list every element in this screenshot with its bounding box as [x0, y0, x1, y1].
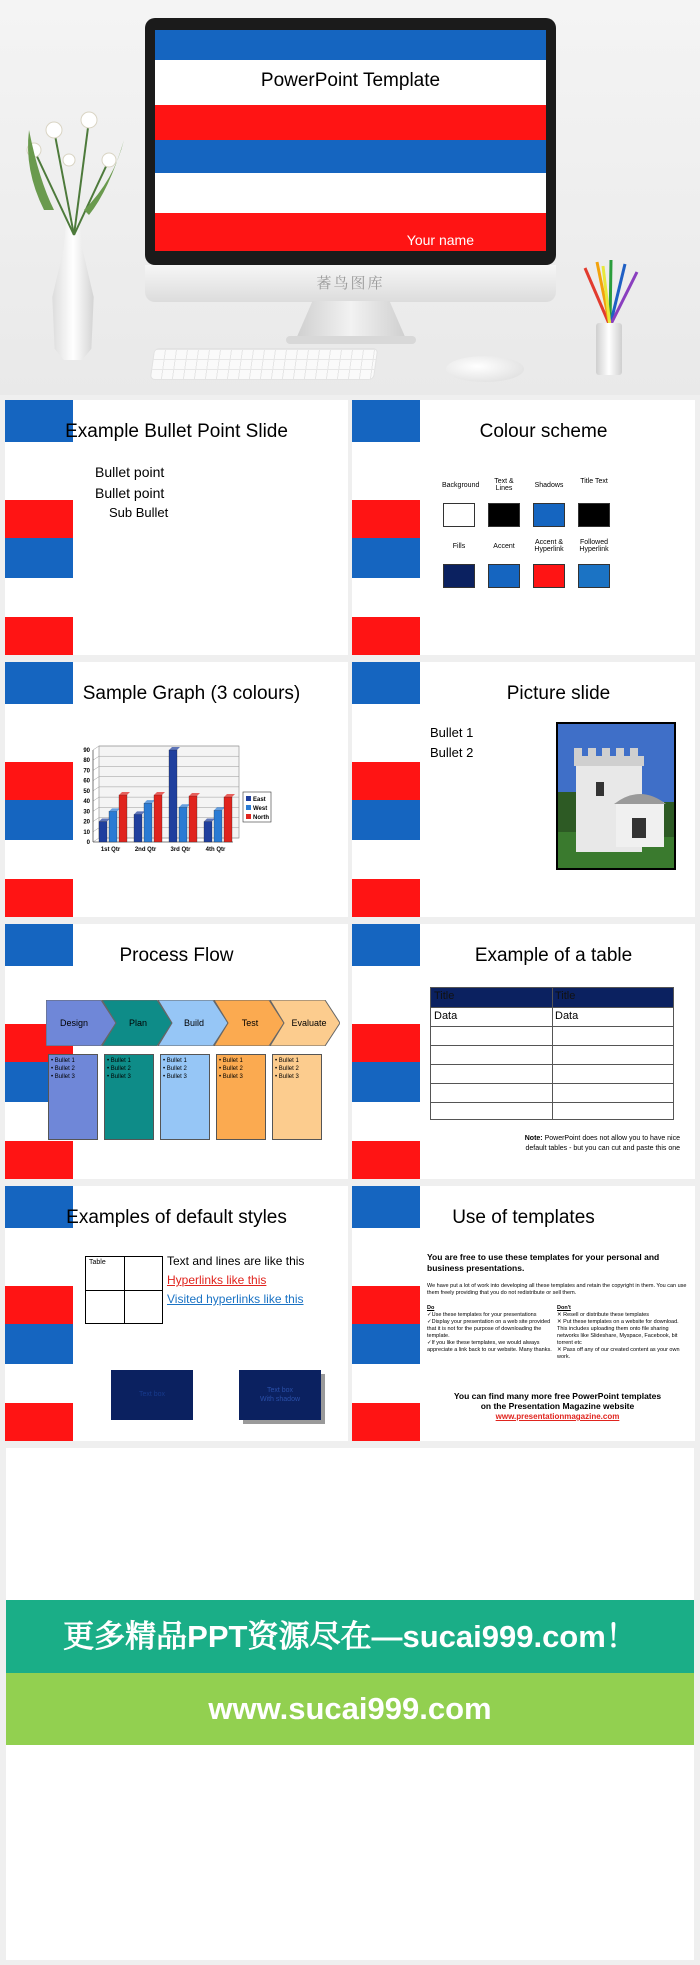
y-tick-label: 0 [86, 840, 90, 846]
x-tick-label: 4th Qtr [205, 847, 226, 853]
slide-title: Sample Graph (3 colours) [82, 683, 301, 704]
legend-label: West [253, 806, 268, 812]
sub-bullet-item: Sub Bullet [109, 505, 169, 520]
slide-title: Use of templates [452, 1207, 595, 1228]
y-tick-label: 60 [83, 778, 90, 785]
swatch-label: Accent & Hyperlink [534, 539, 564, 553]
gridline [93, 746, 99, 750]
bullet-item: Bullet 1 [430, 725, 474, 740]
bar-east [204, 822, 212, 842]
flowers-icon [14, 90, 134, 240]
brand-label: 萫鸟图库 [145, 265, 556, 302]
table-note: Note: PowerPoint does not allow you to have nice default tables - but you can cut and paste this one [524, 1135, 680, 1152]
sample-table [85, 1256, 163, 1324]
hero-title: PowerPoint Template [260, 70, 441, 91]
swatch-label: Accent [493, 543, 515, 550]
mouse-image [446, 356, 524, 382]
process-box: • Bullet 1 • Bullet 2 • Bullet 3 [160, 1054, 210, 1140]
legend-swatch [246, 805, 251, 810]
slide-sample-graph [5, 662, 348, 917]
slide-title: Colour scheme [479, 421, 608, 442]
colour-swatch [443, 503, 475, 527]
swatch-label: Shadows [534, 482, 564, 489]
hyperlink-sample[interactable]: Hyperlinks like this [167, 1273, 267, 1287]
gridline [93, 797, 99, 801]
swatch-label: Text & Lines [494, 478, 514, 492]
title-slide-screen [155, 30, 546, 251]
gridline [93, 828, 99, 832]
table-cell: Data [434, 1010, 458, 1022]
colour-swatch [443, 564, 475, 588]
table-header: Title [434, 990, 455, 1002]
table-header: Title [555, 990, 576, 1002]
colour-swatch [533, 503, 565, 527]
shadow-box-sample: Text box With shadow [239, 1370, 321, 1420]
templates-intro-bold: You are free to use these templates for your personal and business presentations. [427, 1252, 660, 1273]
text-sample: Text and lines are like this [167, 1254, 305, 1268]
monitor-base [286, 336, 416, 344]
slide-use-of-templates [352, 1186, 695, 1441]
bar-north [119, 795, 127, 842]
slide-default-styles [5, 1186, 348, 1441]
swatch-label: Title Text [580, 478, 608, 485]
text-box-sample: Text box [111, 1370, 193, 1420]
step-label: Test [241, 1018, 259, 1028]
step-label: Design [59, 1018, 88, 1028]
bar-north [224, 797, 232, 842]
step-label: Evaluate [291, 1018, 327, 1028]
gridline [93, 818, 99, 822]
pencils-icon [575, 258, 645, 328]
bar-north [189, 796, 197, 842]
templates-intro: We have put a lot of work into developing all these templates and retain the copyright in them. You can use them freely providing that you do not redistribute or sell them. [427, 1283, 687, 1296]
slide-bullet-points [5, 400, 348, 655]
bar-north [154, 795, 162, 842]
swatch-label: Fills [452, 543, 466, 550]
bar-east [99, 822, 107, 842]
slide-title: Example Bullet Point Slide [65, 421, 288, 442]
slide-title: Process Flow [119, 945, 234, 966]
y-tick-label: 20 [83, 819, 90, 826]
tower-photo [556, 722, 676, 870]
y-tick-label: 70 [83, 768, 90, 775]
bar-west [144, 803, 152, 842]
pencil-cup [596, 323, 622, 375]
promo-banner: 更多精品PPT资源尽在—sucai999.com！ [6, 1600, 694, 1673]
process-box: • Bullet 1 • Bullet 2 • Bullet 3 [272, 1054, 322, 1140]
y-tick-label: 90 [83, 748, 90, 754]
process-box: • Bullet 1 • Bullet 2 • Bullet 3 [104, 1054, 154, 1140]
gridline [93, 838, 99, 842]
do-column: Do ✓Use these templates for your presentations ✓Display your presentation on a web site provided that it is not for the purpose of downloading the template. ✓If you like these templates, we would always appreciate a link back to our website. Many thanks. [427, 1305, 552, 1353]
y-tick-label: 10 [83, 829, 90, 836]
colour-swatch [578, 503, 610, 527]
gridline [93, 777, 99, 781]
colour-swatch [533, 564, 565, 588]
flower-vase-image [50, 220, 96, 360]
bullet-item: Bullet point [95, 464, 165, 480]
swatch-label: Followed Hyperlink [579, 539, 609, 553]
legend-swatch [246, 814, 251, 819]
bar-east [169, 750, 177, 842]
colour-swatch [578, 564, 610, 588]
bar-east [134, 814, 142, 842]
slide-process-flow [5, 924, 348, 1179]
bar-chart [65, 734, 340, 854]
presentation-magazine-link[interactable]: www.presentationmagazine.com [495, 1412, 620, 1421]
x-tick-label: 3rd Qtr [170, 847, 191, 853]
bar-west [179, 807, 187, 842]
monitor-stand [296, 301, 406, 339]
gridline [93, 787, 99, 791]
monitor [145, 18, 556, 265]
slide-title: Example of a table [474, 945, 633, 966]
data-table [430, 987, 674, 1120]
gridline [93, 807, 99, 811]
colour-swatch [488, 564, 520, 588]
slide-table [352, 924, 695, 1179]
table-cell: Data [555, 1010, 579, 1022]
legend-swatch [246, 796, 251, 801]
visited-link-sample[interactable]: Visited hyperlinks like this [167, 1292, 304, 1306]
slide-picture [352, 662, 695, 917]
bullet-item: Bullet 2 [430, 745, 474, 760]
step-label: Build [183, 1018, 204, 1028]
slide-title: Picture slide [506, 683, 611, 704]
bar-west [214, 810, 222, 842]
gridline [93, 766, 99, 770]
legend-label: North [253, 815, 269, 821]
slide-colour-scheme [352, 400, 695, 655]
bullet-item: Bullet point [95, 485, 165, 501]
y-tick-label: 40 [83, 799, 90, 806]
y-tick-label: 50 [83, 788, 90, 795]
keyboard-image [150, 348, 378, 380]
colour-swatch [488, 503, 520, 527]
process-box: • Bullet 1 • Bullet 2 • Bullet 3 [216, 1054, 266, 1140]
process-box: • Bullet 1 • Bullet 2 • Bullet 3 [48, 1054, 98, 1140]
dont-column: Don't ✕ Resell or distribute these templates ✕ Put these templates on a website for download. This includes uploading them onto file sharing networks like Slideshare, Myspace, Facebook, bit torrent etc ✕ Pass off any of our created content as your own work. [557, 1305, 680, 1360]
x-tick-label: 1st Qtr [100, 847, 121, 853]
hero-banner [0, 0, 700, 395]
step-label: Plan [128, 1018, 147, 1028]
swatch-label: Background [442, 482, 480, 489]
templates-footer: You can find many more free PowerPoint templates on the Presentation Magazine website [453, 1391, 662, 1411]
slide-title: Examples of default styles [66, 1207, 287, 1228]
bar-west [109, 811, 117, 842]
y-tick-label: 80 [83, 758, 90, 765]
table-label: Table [89, 1259, 106, 1266]
y-tick-label: 30 [83, 809, 90, 816]
legend-label: East [253, 797, 266, 803]
website-banner[interactable]: www.sucai999.com [6, 1673, 694, 1745]
hero-subtitle: Your name [406, 232, 474, 248]
x-tick-label: 2nd Qtr [134, 847, 157, 853]
gridline [93, 756, 99, 760]
